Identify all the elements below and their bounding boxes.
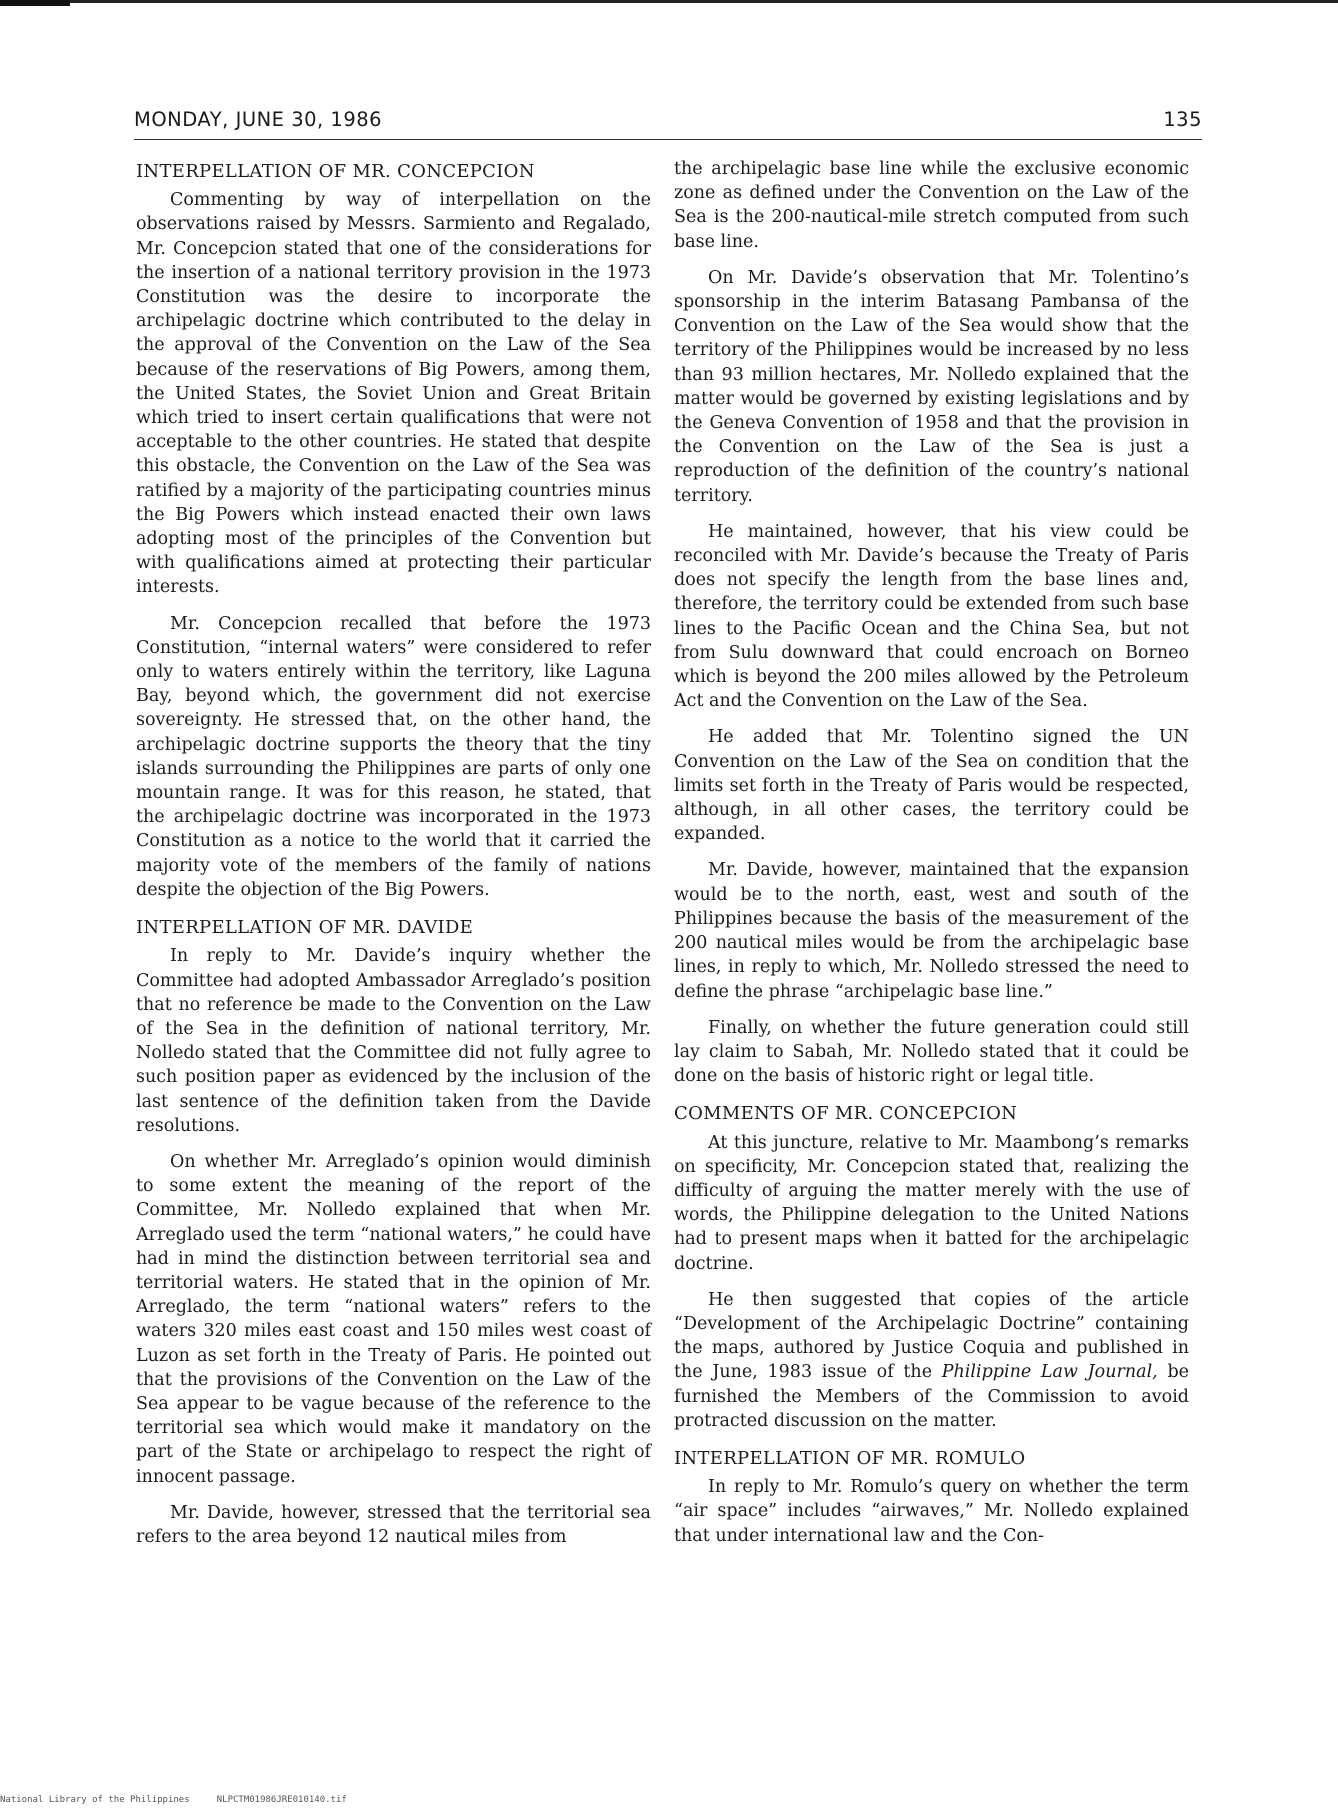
paragraph: He added that Mr. Tolentino signed the UN Convention on the Law of the Sea on condition that the limits set forth in the Treaty of Paris would be respected, although, in all other cases, the territory could be expanded.	[674, 727, 1189, 845]
paragraph	[674, 1288, 1189, 1433]
paragraph: Finally, on whether the future generation could still lay claim to Sabah, Mr. Nolledo stated that it could be done on the basis of historic right or legal title.	[674, 1017, 1189, 1087]
running-header	[134, 108, 1202, 131]
paragraph: On whether Mr. Arreglado’s opinion would diminish to some extent the meaning of the report of the Committee, Mr. Nolledo explained that when Mr. Arreglado used the term “national waters,” he could have had in mind the distinction between territorial sea and territorial waters. He stated that in the opinion of Mr. Arreglado, the term “national waters” refers to the waters 320 miles east coast and 150 miles west coast of Luzon as set forth in the Treaty of Paris. He pointed out that the provisions of the Convention on the Law of the Sea appear to be vague because of the reference to the territorial sea which would make it mandatory on the part of the State or archipelago to respect the right of innocent passage.	[136, 1151, 651, 1487]
paragraph-text: He then suggested that copies of the article “Development of the Archipelagic Doctrine” containing the maps, authored by Justice Coquia and published in the June, 1983 issue of the	[674, 1289, 1189, 1383]
right-column	[674, 157, 1189, 1560]
archive-footer: National Library of the Philippines NLPCTM01986JRE010140.tif	[0, 1795, 347, 1805]
section-heading-concepcion: INTERPELLATION OF MR. CONCEPCION	[136, 161, 535, 182]
paragraph: In reply to Mr. Romulo’s query on whether the term “air space” includes “airwaves,” Mr. Nolledo explained that under international law and the Con-	[674, 1477, 1189, 1546]
header-date: MONDAY, JUNE 30, 1986	[134, 108, 383, 131]
top-border-mark	[0, 0, 70, 6]
section-heading-romulo: INTERPELLATION OF MR. ROMULO	[674, 1447, 1026, 1469]
paragraph: Mr. Concepcion recalled that before the 1973 Constitution, “internal waters” were considered to refer only to waters entirely within the territory, like Laguna Bay, beyond which, the government did not exercise sovereignty. He stressed that, on the other hand, the archipelagic doctrine supports the theory that the tiny islands surrounding the Philippines are parts of only one mountain range. It was for this reason, he stated, that the archipelagic doctrine was incorporated in the 1973 Constitution as a notice to the world that it carried the majority vote of the members of the family of nations despite the objection of the Big Powers.	[136, 613, 651, 900]
header-rule	[134, 139, 1202, 140]
journal-title: Philippine Law Journal,	[941, 1362, 1158, 1383]
paragraph: Mr. Davide, however, stressed that the territorial sea refers to the area beyond 12 nautical miles from	[136, 1502, 651, 1547]
section-heading-davide: INTERPELLATION OF MR. DAVIDE	[136, 917, 474, 939]
page-number: 135	[1163, 108, 1202, 131]
paragraph: At this juncture, relative to Mr. Maambong’s remarks on specificity, Mr. Concepcion stated that, realizing the difficulty of arguing the matter merely with the use of words, the Philippine delegation to the United Nations had to present maps when it batted for the archipelagic doctrine.	[674, 1132, 1189, 1274]
paragraph: Mr. Davide, however, maintained that the expansion would be to the north, east, west and south of the Philippines because the basis of the measurement of the 200 nautical miles would be from the archipelagic base lines, in reply to which, Mr. Nolledo stressed the need to define the phrase “archipelagic base line.”	[674, 860, 1189, 1002]
paragraph-text: be furnished the Members of the Commission to avoid protracted discussion on the matter.	[674, 1362, 1189, 1431]
paragraph: Commenting by way of interpellation on the observations raised by Messrs. Sarmiento and Regalado, Mr. Concepcion stated that one of the considerations for the insertion of a national territory provision in the 1973 Constitution was the desire to incorporate the archipelagic doctrine which contributed to the delay in the approval of the Convention on the Law of the Sea because of the reservations of Big Powers, among them, the United States, the Soviet Union and Great Britain which tried to insert certain qualifications that were not acceptable to the other countries. He stated that despite this obstacle, the Convention on the Law of the Sea was ratified by a majority of the participating countries minus the Big Powers which instead enacted their own laws adopting most of the principles of the Convention but with qualifications aimed at protecting their particular interests.	[136, 190, 651, 598]
left-column	[136, 160, 651, 1561]
paragraph: On Mr. Davide’s observation that Mr. Tolentino’s sponsorship in the interim Batasang Pambansa of the Convention on the Law of the Sea would show that the territory of the Philippines would be increased by no less than 93 million hectares, Mr. Nolledo explained that the matter would be governed by existing legislations and by the Geneva Convention of 1958 and that the provision in the Convention on the Law of the Sea is just a reproduction of the definition of the country’s national territory.	[674, 267, 1189, 506]
section-heading-comments-concepcion: COMMENTS OF MR. CONCEPCION	[674, 1103, 1018, 1125]
paragraph-continued: the archipelagic base line while the exclusive economic zone as defined under the Convention on the Law of the Sea is the 200-nautical-mile stretch computed from such base line.	[674, 159, 1189, 252]
paragraph: He maintained, however, that his view could be reconciled with Mr. Davide’s because the Treaty of Paris does not specify the length from the base lines and, therefore, the territory could be extended from such base lines to the Pacific Ocean and the China Sea, but not from Sulu downward that could encroach on Borneo which is beyond the 200 miles allowed by the Petroleum Act and the Convention on the Law of the Sea.	[674, 521, 1189, 712]
top-border-line	[0, 0, 1338, 3]
paragraph: In reply to Mr. Davide’s inquiry whether the Committee had adopted Ambassador Arreglado’s position that no reference be made to the Convention on the Law of the Sea in the definition of national territory, Mr. Nolledo stated that the Committee did not fully agree to such position paper as evidenced by the inclusion of the last sentence of the definition taken from the Davide resolutions.	[136, 946, 651, 1136]
